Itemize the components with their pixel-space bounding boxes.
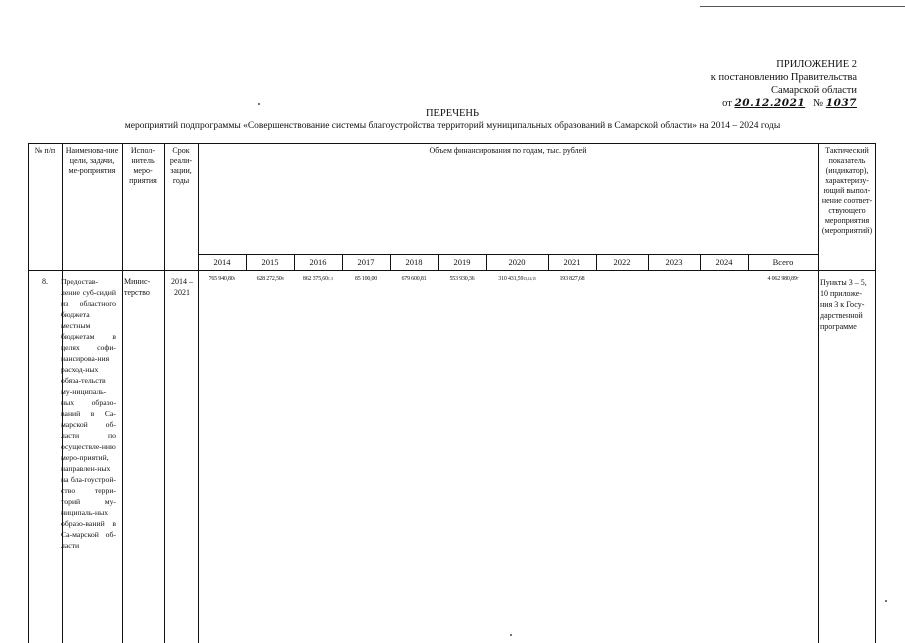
row-executor: Минис-терство bbox=[124, 277, 151, 297]
value-2016 bbox=[294, 276, 342, 282]
row-term: 2014 – 2021 bbox=[171, 277, 193, 297]
scan-speck bbox=[258, 103, 260, 105]
appendix-resolution: к постановлению Правительства bbox=[710, 72, 857, 83]
row-number: 8. bbox=[42, 277, 48, 286]
footnote-mark: 13,14,15 bbox=[523, 276, 536, 281]
years-row-top bbox=[198, 254, 818, 255]
table-header-bottom bbox=[28, 270, 875, 271]
document-subtitle: мероприятий подпрограммы «Совершенствование системы благоустройства территорий муниципальных образований в Самарской области» на 2014 – 2024 годы bbox=[124, 121, 781, 131]
value-text: 862 375,60 bbox=[302, 276, 328, 282]
value-2018 bbox=[390, 276, 438, 282]
year-2015: 2015 bbox=[261, 257, 279, 267]
date-prefix: от bbox=[722, 98, 732, 109]
appendix-title: ПРИЛОЖЕНИЕ 2 bbox=[776, 59, 857, 70]
value-2014 bbox=[198, 276, 246, 282]
year-2014: 2014 bbox=[213, 257, 231, 267]
value-text: 4 062 980,89 bbox=[767, 276, 797, 282]
footnote-mark: 1 bbox=[233, 276, 236, 281]
value-2015 bbox=[246, 276, 294, 282]
row-description: Предостав-ление суб-сидий из областного бюджета местным бюджетам в целях софи-нансирова-ния расход-ных обяза-тельств му-ниципаль-ных образо-ваний в Са-марской об-ласти по осуществле-нию меро-приятий, направлен-ных на бла-гоустрой-ство терри-торий му-ниципаль-ных образо-ваний в Са-марской об-ласти bbox=[61, 277, 116, 550]
year-2017: 2017 bbox=[357, 257, 375, 267]
value-text: 193 827,68 bbox=[559, 276, 585, 282]
handwritten-date: 20.12.2021 bbox=[734, 97, 806, 109]
appendix-region: Самарской области bbox=[771, 85, 857, 96]
col-border-end bbox=[875, 143, 876, 643]
col-border-2 bbox=[122, 143, 123, 643]
value-total bbox=[748, 276, 818, 282]
value-text: 679 600,81 bbox=[401, 276, 427, 282]
header-term: Срок реали-зации, годы bbox=[169, 146, 193, 185]
col-border-indicator bbox=[818, 143, 819, 643]
top-rule bbox=[700, 6, 905, 7]
header-financing: Объем финансирования по годам, тыс. рублей bbox=[429, 146, 587, 155]
col-border-4 bbox=[198, 143, 199, 643]
header-indicator: Тактический показатель (индикатор), характеризу-ющий выпол-нение соответ-ствующего мероприятия (мероприятий) bbox=[821, 146, 873, 235]
footnote-mark: 1, 5 bbox=[327, 276, 334, 281]
year-2021: 2021 bbox=[563, 257, 581, 267]
number-prefix: № bbox=[813, 98, 824, 109]
year-2023: 2023 bbox=[665, 257, 683, 267]
header-executor: Испол-нитель меро-приятия bbox=[129, 146, 157, 185]
header-name: Наименова-ние цели, задачи, ме-роприятия bbox=[65, 146, 119, 175]
appendix-header bbox=[711, 58, 857, 110]
row-indicator: Пункты 3 – 5, 10 приложе-ния 3 к Госу-дарственной программе bbox=[820, 278, 867, 331]
year-2018: 2018 bbox=[405, 257, 423, 267]
col-border-3 bbox=[164, 143, 165, 643]
year-2022: 2022 bbox=[613, 257, 631, 267]
value-text: 310 431,59 bbox=[498, 276, 524, 282]
year-total: Всего bbox=[772, 257, 794, 267]
col-border-0 bbox=[28, 143, 29, 643]
value-text: 628 272,50 bbox=[256, 276, 282, 282]
year-2024: 2024 bbox=[715, 257, 733, 267]
value-2017 bbox=[342, 276, 390, 282]
value-text: 765 940,80 bbox=[208, 276, 234, 282]
financing-table bbox=[28, 143, 905, 643]
value-2019 bbox=[438, 276, 486, 282]
table-border-top bbox=[28, 143, 875, 144]
document-title: ПЕРЕЧЕНЬ bbox=[425, 108, 480, 119]
scan-speck bbox=[885, 600, 887, 602]
value-text: 85 100,00 bbox=[354, 276, 378, 282]
value-2021 bbox=[548, 276, 596, 282]
value-2020 bbox=[486, 276, 548, 282]
scan-speck bbox=[510, 634, 512, 636]
footnote-mark: 7 bbox=[796, 276, 799, 281]
year-2016: 2016 bbox=[309, 257, 327, 267]
year-2020: 2020 bbox=[508, 257, 526, 267]
year-2019: 2019 bbox=[453, 257, 471, 267]
handwritten-number: 1037 bbox=[825, 97, 857, 109]
header-number: № п/п bbox=[34, 146, 56, 155]
footnote-mark: 8 bbox=[281, 276, 284, 281]
value-text: 553 930,36 bbox=[449, 276, 475, 282]
